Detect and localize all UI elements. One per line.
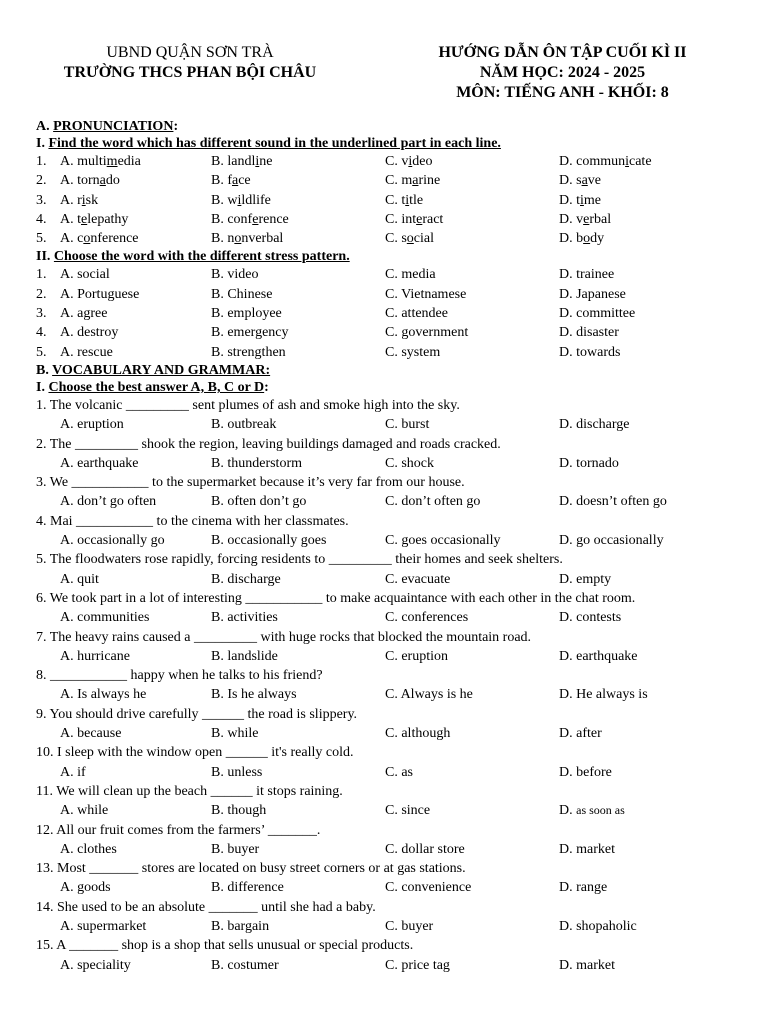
- answer-row: [36, 956, 736, 975]
- underlined-letter: e: [583, 211, 590, 227]
- answer-option-b: B. costumer: [211, 957, 279, 973]
- answer-option-a: A. occasionally go: [60, 533, 165, 549]
- answer-option-c: C. eruption: [385, 648, 448, 664]
- part-pronunciation-heading: I. Find the word which has different sound in the underlined part in each line.: [36, 136, 501, 151]
- answer-option-a: A. supermarket: [60, 918, 147, 934]
- answer-option-b: B. difference: [211, 880, 284, 896]
- underlined-letter: i: [405, 192, 410, 208]
- answer-option-c: C. buyer: [385, 918, 434, 934]
- question-list: [36, 396, 736, 975]
- pronunciation-item: [36, 171, 736, 190]
- answer-option-a: A. quit: [60, 571, 99, 587]
- answer-row: [36, 763, 736, 782]
- underlined-letter: o: [234, 231, 242, 247]
- answer-option-b: B. often don’t go: [211, 494, 307, 510]
- answer-option-c: C. since: [385, 803, 431, 819]
- stress-item: [36, 285, 736, 304]
- underlined-letter: a: [99, 173, 106, 189]
- question-text: 2. The _________ shook the region, leaving buildings damaged and roads cracked.: [36, 436, 501, 452]
- answer-option-d: D. shopaholic: [559, 918, 637, 934]
- school-header: [40, 43, 340, 83]
- answer-option-a: A. rescue: [60, 344, 113, 360]
- answer-option-d: D. market: [559, 841, 615, 857]
- answer-option-d: D. body: [559, 231, 605, 247]
- question-text: 8. ___________ happy when he talks to his friend?: [36, 668, 323, 684]
- item-number: 1.: [36, 267, 47, 283]
- answer-option-b: B. nonverbal: [211, 231, 284, 247]
- answer-option-a: A. while: [60, 803, 109, 819]
- district-name: UBND QUẬN SƠN TRÀ: [106, 44, 274, 61]
- answer-option-c: C. conferences: [385, 610, 469, 626]
- answer-option-c: C. as: [385, 764, 413, 780]
- answer-option-a: A. Is always he: [60, 687, 147, 703]
- question-text: 6. We took part in a lot of interesting ___________ to make acquaintance with each other in the chat room.: [36, 590, 636, 606]
- pronunciation-list: [36, 152, 736, 248]
- underlined-letter: e: [252, 211, 259, 227]
- answer-option-a: A. goods: [60, 880, 111, 896]
- answer-option-a: A. destroy: [60, 325, 119, 341]
- answer-option-c: C. convenience: [385, 880, 472, 896]
- answer-option-d: D. save: [559, 173, 601, 189]
- underlined-letter: e: [81, 211, 88, 227]
- underlined-letter: i: [237, 192, 242, 208]
- answer-option-c: C. Always is he: [385, 687, 473, 703]
- underlined-letter: i: [81, 192, 86, 208]
- item-number: 3.: [36, 192, 47, 208]
- answer-option-d-text: as soon as: [576, 803, 625, 818]
- answer-option-b: B. strengthen: [211, 344, 286, 360]
- underlined-letter: i: [255, 154, 260, 169]
- answer-option-a: A. Portuguese: [60, 286, 140, 302]
- item-number: 4.: [36, 325, 47, 341]
- underlined-letter: i: [580, 192, 584, 208]
- item-number: 1.: [36, 154, 47, 169]
- answer-option-d: D. He always is: [559, 687, 648, 703]
- answer-option-c: C. dollar store: [385, 841, 465, 857]
- answer-option-a: A. social: [60, 267, 110, 283]
- question-text: 11. We will clean up the beach ______ it stops raining.: [36, 783, 343, 799]
- answer-option-c: C. government: [385, 325, 469, 341]
- answer-option-b: B. face: [211, 173, 251, 189]
- answer-row: [36, 647, 736, 666]
- part-stress-heading: II. Choose the word with the different stress pattern.: [36, 249, 350, 265]
- answer-option-b: B. though: [211, 803, 267, 819]
- answer-option-b: B. wildlife: [211, 192, 271, 208]
- answer-option-b: B. discharge: [211, 571, 281, 587]
- answer-option-c: C. interact: [385, 211, 444, 227]
- answer-option-b: B. video: [211, 267, 259, 283]
- item-number: 2.: [36, 286, 47, 302]
- answer-row: [36, 801, 736, 820]
- answer-option-b: B. conference: [211, 211, 289, 227]
- answer-option-c: C. goes occasionally: [385, 533, 501, 549]
- answer-option-b: B. employee: [211, 306, 282, 322]
- underlined-letter: a: [412, 173, 419, 189]
- subject-grade: MÔN: TIẾNG ANH - KHỐI: 8: [456, 84, 669, 101]
- question-text: 9. You should drive carefully ______ the road is slippery.: [36, 706, 358, 722]
- answer-option-d: D. before: [559, 764, 612, 780]
- stress-item: [36, 343, 736, 362]
- question-text: 1. The volcanic _________ sent plumes of ash and smoke high into the sky.: [36, 397, 460, 413]
- answer-option-d: D. time: [559, 192, 601, 208]
- section-a-heading: A. PRONUNCIATION:: [36, 119, 179, 134]
- answer-row: [36, 608, 736, 627]
- answer-option-d: D. disaster: [559, 325, 619, 341]
- answer-option-b: B. outbreak: [211, 417, 277, 433]
- answer-option-d: D. empty: [559, 571, 612, 587]
- answer-option-b: B. emergency: [211, 325, 289, 341]
- answer-option-a: A. tornado: [60, 173, 120, 189]
- item-number: 2.: [36, 173, 47, 189]
- question-text: 3. We ___________ to the supermarket because it’s very far from our house.: [36, 475, 465, 491]
- answer-option-a: A. risk: [60, 192, 99, 208]
- answer-option-c: C. price tag: [385, 957, 450, 973]
- question-text: 4. Mai ___________ to the cinema with her classmates.: [36, 513, 349, 529]
- item-number: 5.: [36, 231, 47, 247]
- answer-option-b: B. thunderstorm: [211, 455, 302, 471]
- document-header: [410, 43, 715, 103]
- answer-option-c: C. attendee: [385, 306, 448, 322]
- stress-item: [36, 265, 736, 284]
- question-text: 13. Most _______ stores are located on busy street corners or at gas stations.: [36, 861, 466, 877]
- underlined-letter: a: [232, 173, 239, 189]
- part-choose-heading: I. Choose the best answer A, B, C or D:: [36, 379, 269, 395]
- answer-option-a: A. multimedia: [60, 154, 141, 169]
- answer-row: [36, 415, 736, 434]
- answer-row: [36, 531, 736, 550]
- answer-option-c: C. title: [385, 192, 424, 208]
- answer-option-c: C. video: [385, 154, 433, 169]
- answer-option-a: A. telepathy: [60, 211, 129, 227]
- pronunciation-item: [36, 210, 736, 229]
- underlined-letter: e: [416, 211, 423, 227]
- answer-option-a: A. earthquake: [60, 455, 139, 471]
- answer-option-d: D. towards: [559, 344, 621, 360]
- answer-option-d: D. tornado: [559, 455, 619, 471]
- answer-row: [36, 570, 736, 589]
- pronunciation-item: [36, 229, 736, 248]
- answer-option-d: D. as soon as: [559, 803, 625, 819]
- answer-option-c: C. shock: [385, 455, 434, 471]
- underlined-letter: i: [408, 154, 413, 169]
- answer-row: [36, 724, 736, 743]
- answer-option-d: D. earthquake: [559, 648, 638, 664]
- answer-option-b: B. Chinese: [211, 286, 273, 302]
- question-text: 12. All our fruit comes from the farmers’ _______.: [36, 822, 321, 838]
- answer-option-c: C. social: [385, 231, 435, 247]
- answer-option-d: D. contests: [559, 610, 622, 626]
- answer-option-a: A. conference: [60, 231, 139, 247]
- answer-option-d: D. after: [559, 726, 602, 742]
- school-name: TRƯỜNG THCS PHAN BỘI CHÂU: [63, 64, 317, 81]
- underlined-letter: o: [406, 231, 414, 247]
- stress-list: [36, 265, 736, 361]
- answer-option-b: B. buyer: [211, 841, 260, 857]
- answer-option-b: B. activities: [211, 610, 278, 626]
- answer-row: [36, 917, 736, 936]
- answer-option-c: C. although: [385, 726, 451, 742]
- answer-option-c: C. system: [385, 344, 441, 360]
- answer-option-d: D. go occasionally: [559, 533, 664, 549]
- school-year: NĂM HỌC: 2024 - 2025: [479, 64, 646, 81]
- answer-option-a: A. don’t go often: [60, 494, 157, 510]
- pronunciation-item: [36, 191, 736, 210]
- answer-option-b: B. unless: [211, 764, 263, 780]
- answer-option-c: C. burst: [385, 417, 430, 433]
- answer-option-d: D. range: [559, 880, 608, 896]
- answer-option-c: C. evacuate: [385, 571, 451, 587]
- answer-option-b: B. occasionally goes: [211, 533, 327, 549]
- answer-option-b: B. while: [211, 726, 259, 742]
- answer-option-c: C. don’t often go: [385, 494, 481, 510]
- item-number: 3.: [36, 306, 47, 322]
- answer-option-a: A. eruption: [60, 417, 124, 433]
- answer-option-d: D. discharge: [559, 417, 630, 433]
- answer-option-d: D. Japanese: [559, 286, 626, 302]
- question-text: 10. I sleep with the window open ______ it's really cold.: [36, 745, 354, 761]
- section-b-heading: B. VOCABULARY AND GRAMMAR:: [36, 362, 271, 378]
- answer-option-a: A. because: [60, 726, 122, 742]
- underlined-letter: o: [83, 231, 91, 247]
- answer-option-d: D. doesn’t often go: [559, 494, 667, 510]
- underlined-letter: i: [625, 154, 629, 169]
- answer-option-b: B. bargain: [211, 918, 270, 934]
- answer-row: [36, 454, 736, 473]
- answer-option-d: D. trainee: [559, 267, 615, 283]
- question-text: 14. She used to be an absolute _______ until she had a baby.: [36, 899, 376, 915]
- answer-row: [36, 840, 736, 859]
- answer-option-c: C. media: [385, 267, 436, 283]
- answer-option-a: A. communities: [60, 610, 150, 626]
- answer-option-a: A. clothes: [60, 841, 117, 857]
- pronunciation-item: [36, 152, 736, 171]
- answer-option-c: C. Vietnamese: [385, 286, 467, 302]
- underlined-letter: o: [583, 231, 591, 247]
- answer-option-c: C. marine: [385, 173, 441, 189]
- answer-option-a: A. hurricane: [60, 648, 130, 664]
- stress-item: [36, 304, 736, 323]
- underlined-letter: a: [581, 173, 588, 189]
- answer-option-d: D. verbal: [559, 211, 612, 227]
- answer-option-a: A. agree: [60, 306, 108, 322]
- underlined-letter: m: [106, 154, 118, 169]
- answer-row: [36, 685, 736, 704]
- answer-option-b: B. Is he always: [211, 687, 297, 703]
- answer-option-a: A. speciality: [60, 957, 131, 973]
- item-number: 5.: [36, 344, 47, 360]
- question-text: 7. The heavy rains caused a _________ with huge rocks that blocked the mountain road.: [36, 629, 532, 645]
- document-body: [36, 118, 736, 975]
- answer-option-b: B. landslide: [211, 648, 278, 664]
- answer-option-d: D. communicate: [559, 154, 652, 169]
- document-title: HƯỚNG DẪN ÔN TẬP CUỐI KÌ II: [438, 44, 687, 61]
- question-text: 15. A _______ shop is a shop that sells unusual or special products.: [36, 938, 414, 954]
- answer-option-b: B. landline: [211, 154, 273, 169]
- answer-option-a: A. if: [60, 764, 86, 780]
- stress-item: [36, 323, 736, 342]
- question-text: 5. The floodwaters rose rapidly, forcing residents to _________ their homes and seek shelters.: [36, 552, 563, 568]
- answer-option-d: D. market: [559, 957, 615, 973]
- answer-row: [36, 492, 736, 511]
- answer-row: [36, 878, 736, 897]
- item-number: 4.: [36, 211, 47, 227]
- answer-option-d: D. committee: [559, 306, 636, 322]
